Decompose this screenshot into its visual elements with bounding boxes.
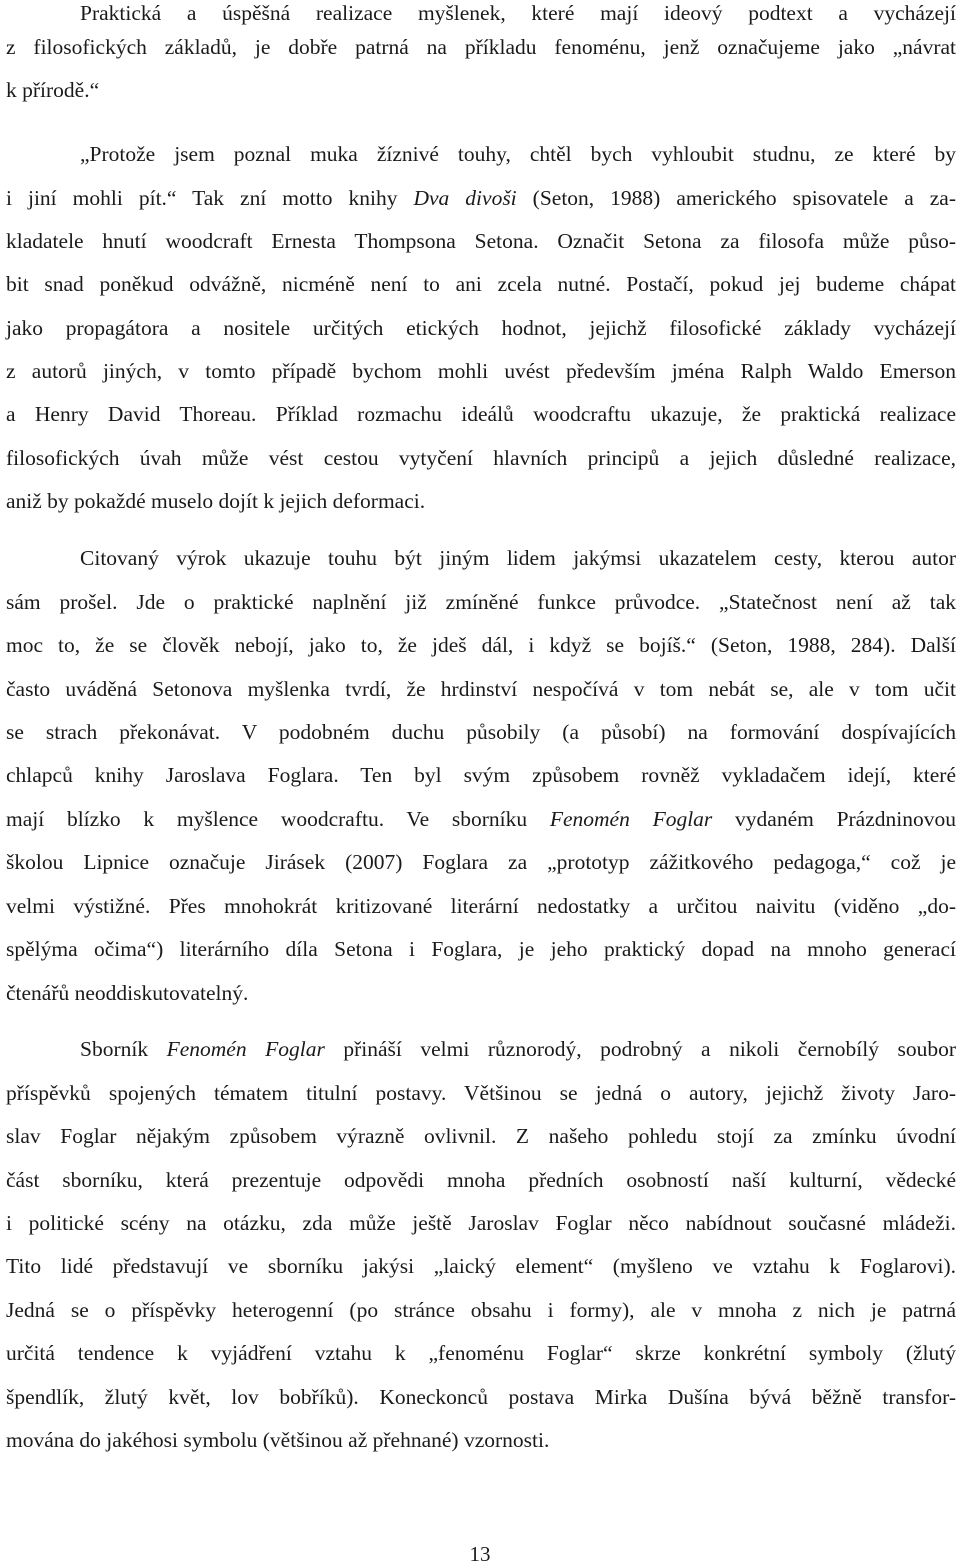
paragraph-4-line-1 [80,1036,956,1062]
paragraph-4-line-10: mována do jakéhosi symbolu (většinou až přehnané) vzornosti. [6,1428,550,1452]
paragraph-2-line-4: bit snad poněkud odvážně, nicméně není to ani zcela nutné. Postačí, pokud jej budeme chápat [6,272,956,296]
page-number: 13 [469,1542,491,1566]
paragraph-2-line-1: „Protože jsem poznal muka žíznivé touhy, chtěl bych vyhloubit studnu, ze které by [80,142,956,166]
paragraph-3-line-10: spělýma očima“) literárního díla Setona i Foglara, je jeho praktický dopad na mnoho generací [6,937,956,961]
paragraph-3-line-4: často uváděná Setonova myšlenka tvrdí, že hrdinství nespočívá v tom nebát se, ale v tom učit [6,677,956,701]
book-title: Fenomén Foglar [549,807,713,831]
text-segment: přináší velmi různorodý, podrobný a nikoli černobílý soubor [324,1037,957,1061]
paragraph-4-line-4: část sborníku, která prezentuje odpovědi mnoha předních osobností naší kulturní, vědecké [6,1168,956,1192]
text-segment: mají blízko k myšlence woodcraftu. Ve sborníku [6,807,550,831]
paragraph-3-line-5: se strach překonávat. V podobném duchu působily (a působí) na formování dospívajících [6,720,956,744]
book-title: Fenomén Foglar [166,1037,325,1061]
paragraph-3-line-9: velmi výstižné. Přes mnohokrát kritizované literární nedostatky a určitou naivitu (viděno „do- [6,894,956,918]
paragraph-2-line-2 [6,185,956,211]
paragraph-4-line-7: Jedná se o příspěvky heterogenní (po stránce obsahu i formy), ale v mnoha z nich je patrná [6,1298,956,1322]
paragraph-3-line-3: moc to, že se člověk nebojí, jako to, že jdeš dál, i když se bojíš.“ (Seton, 1988, 284). Další [6,633,956,657]
paragraph-2-line-3: kladatele hnutí woodcraft Ernesta Thompsona Setona. Označit Setona za filosofa může půso- [6,229,956,253]
book-title: Dva divoši [413,186,517,210]
paragraph-2-line-7: a Henry David Thoreau. Příklad rozmachu ideálů woodcraftu ukazuje, že praktická realizace [6,402,956,426]
paragraph-3-line-8: školou Lipnice označuje Jirásek (2007) Foglara za „prototyp zážitkového pedagoga,“ což je [6,850,956,874]
paragraph-4-line-3: slav Foglar nějakým způsobem výrazně ovlivnil. Z našeho pohledu stojí za zmínku úvodní [6,1124,956,1148]
paragraph-3-line-7 [6,806,956,832]
paragraph-3-line-6: chlapců knihy Jaroslava Foglara. Ten byl svým způsobem rovněž vykladačem idejí, které [6,763,956,787]
text-segment: Sborník [80,1037,167,1061]
text-segment: i jiní mohli pít.“ Tak zní motto knihy [6,186,414,210]
paragraph-3-line-1: Citovaný výrok ukazuje touhu být jiným lidem jakýmsi ukazatelem cesty, kterou autor [80,546,956,570]
text-segment: (Seton, 1988) amerického spisovatele a za- [516,186,956,210]
paragraph-3-line-11: čtenářů neoddiskutovatelný. [6,981,249,1005]
paragraph-2-line-6: z autorů jiných, v tomto případě bychom mohli uvést především jména Ralph Waldo Emerson [6,359,956,383]
paragraph-4-line-5: i politické scény na otázku, zda může ještě Jaroslav Foglar něco nabídnout současné mládeži. [6,1211,956,1235]
paragraph-1-line-3: k přírodě.“ [6,78,100,102]
paragraph-4-line-8: určitá tendence k vyjádření vztahu k „fenoménu Foglar“ skrze konkrétní symboly (žlutý [6,1341,956,1365]
text-segment: vydaném Prázdninovou [712,807,956,831]
paragraph-1-line-2: z filosofických základů, je dobře patrná na příkladu fenoménu, jenž označujeme jako „návrat [6,35,956,59]
paragraph-2-line-8: filosofických úvah může vést cestou vytyčení hlavních principů a jejich důsledné realizace, [6,446,956,470]
paragraph-2-line-5: jako propagátora a nositele určitých etických hodnot, jejichž filosofické základy vycházejí [6,316,956,340]
paragraph-1-line-1: Praktická a úspěšná realizace myšlenek, které mají ideový podtext a vycházejí [80,1,956,25]
paragraph-4-line-6: Tito lidé představují ve sborníku jakýsi „laický element“ (myšleno ve vztahu k Foglarovi). [6,1254,956,1278]
paragraph-4-line-2: příspěvků spojených tématem titulní postavy. Většinou se jedná o autory, jejichž životy Jaro- [6,1081,956,1105]
paragraph-4-line-9: špendlík, žlutý květ, lov bobříků). Koneckonců postava Mirka Dušína bývá běžně transfor- [6,1385,956,1409]
paragraph-2-line-9: aniž by pokaždé muselo dojít k jejich deformaci. [6,489,426,513]
paragraph-3-line-2: sám prošel. Jde o praktické naplnění již zmíněné funkce průvodce. „Statečnost není až tak [6,590,956,614]
